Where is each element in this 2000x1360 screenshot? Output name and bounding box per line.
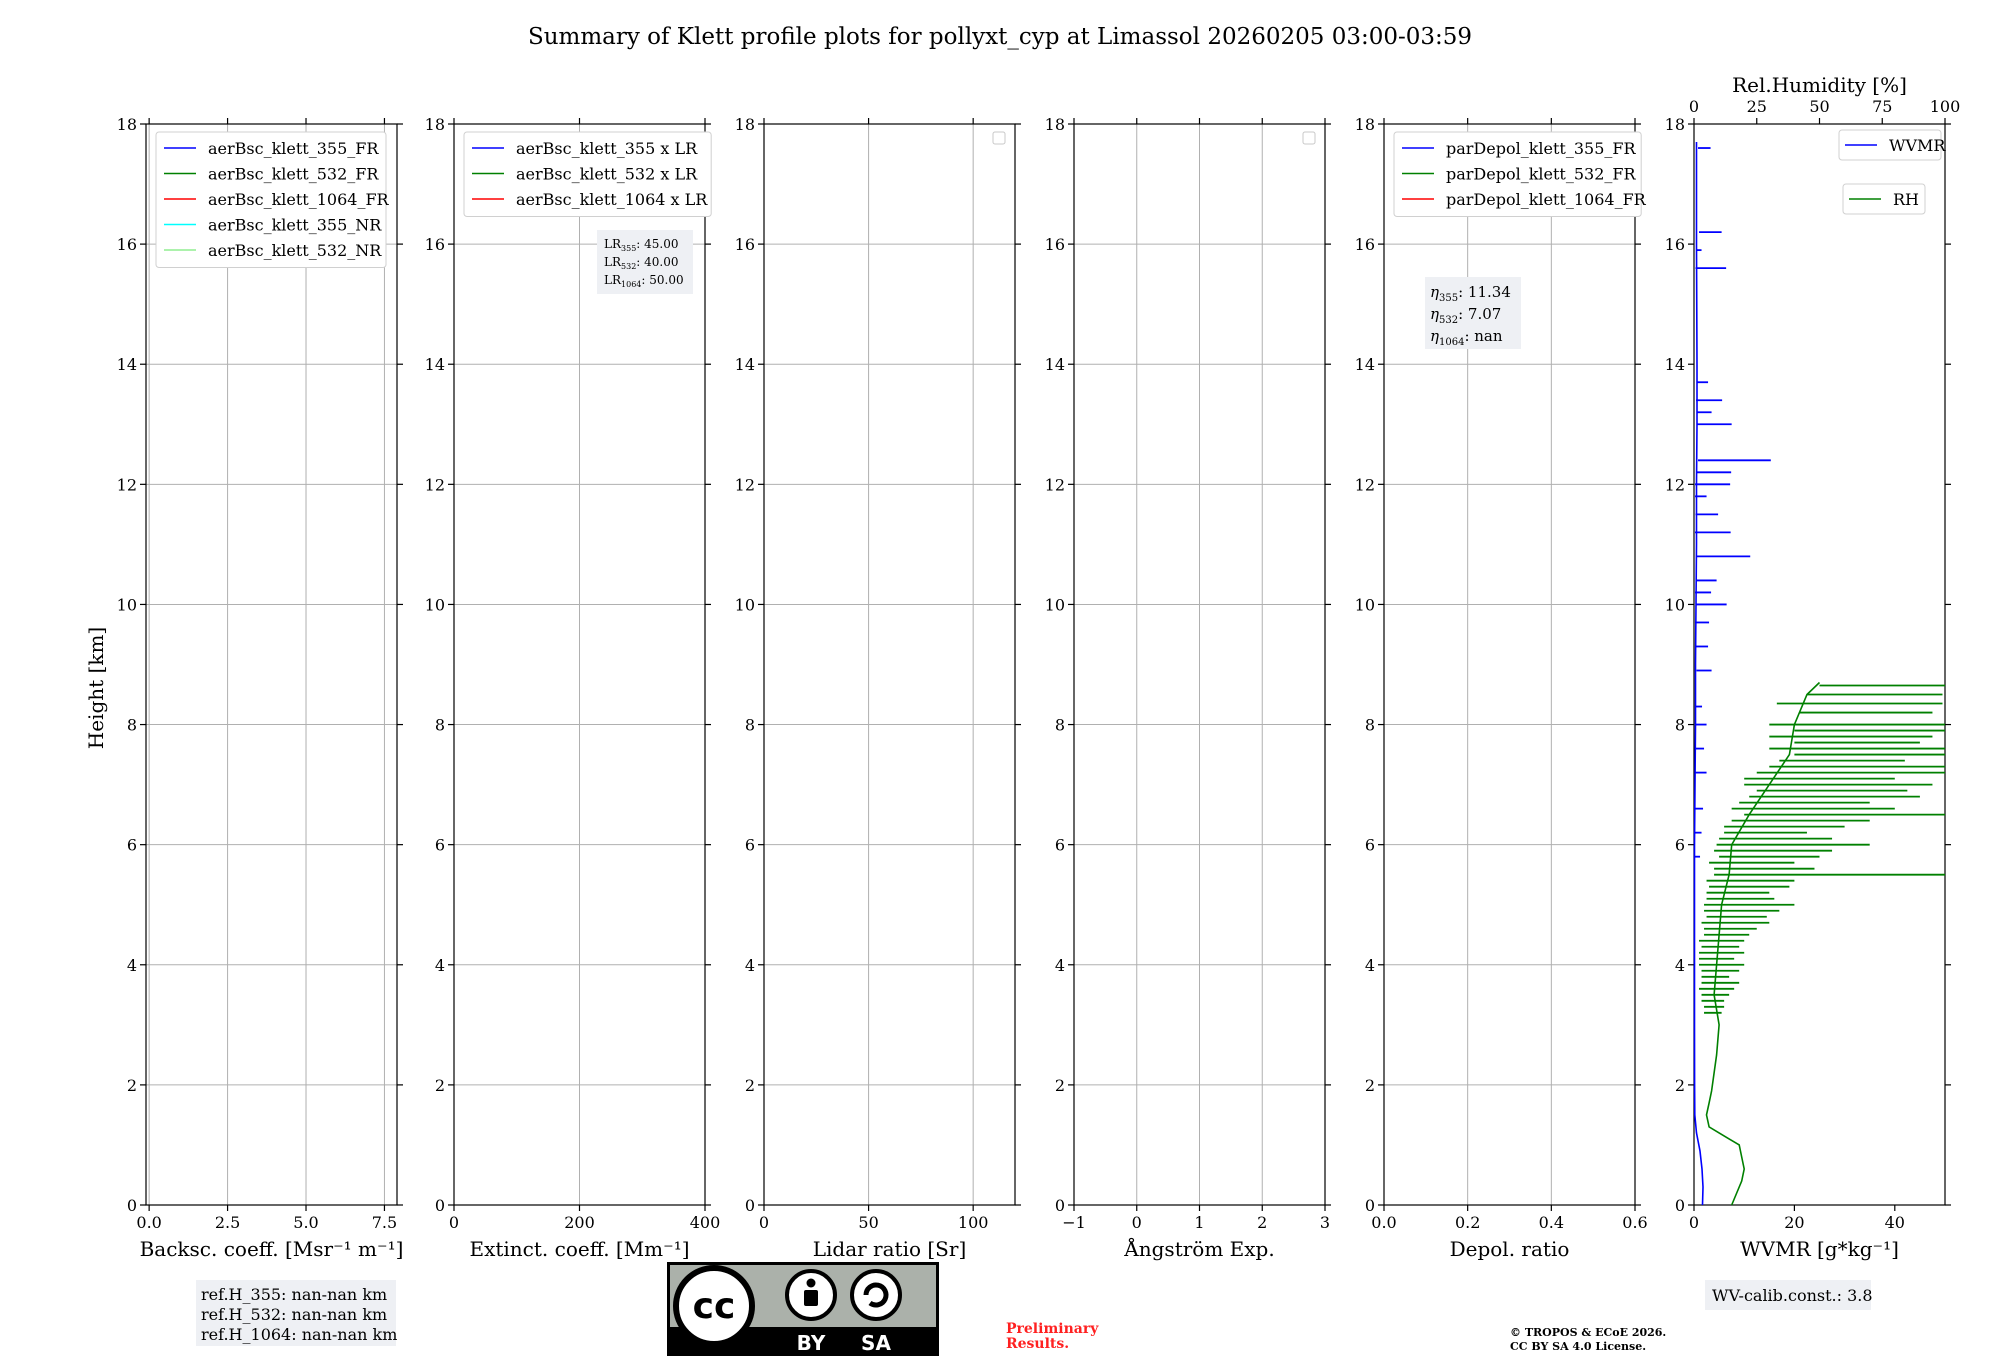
y-tick-label: 8	[1674, 715, 1685, 735]
x-tick-label: 0	[1688, 1213, 1700, 1232]
y-tick-label: 18	[734, 115, 755, 134]
eta-355: $\eta_{355}$: 11.34	[1430, 283, 1511, 304]
top-x-axis-label: Rel.Humidity [%]	[1732, 73, 1907, 97]
y-tick-label: 0	[1054, 1196, 1065, 1215]
y-tick-label: 6	[434, 835, 445, 855]
y-tick-label: 16	[1044, 235, 1065, 255]
x-tick-label: 0.6	[1622, 1213, 1648, 1232]
y-tick-label: 14	[116, 355, 137, 375]
x-tick-label: 0	[448, 1213, 460, 1232]
legend-entry: aerBsc_klett_355_FR	[208, 139, 379, 158]
copyright-line2: CC BY SA 4.0 License.	[1510, 1340, 1647, 1353]
ref-h-532: ref.H_532: nan-nan km	[201, 1305, 388, 1324]
y-tick-label: 12	[1664, 475, 1685, 495]
y-tick-label: 2	[126, 1075, 137, 1095]
x-tick-label: 0.0	[1371, 1213, 1397, 1232]
attribution-icon-head	[807, 1279, 816, 1288]
y-tick-label: 2	[744, 1075, 755, 1095]
legend-entry: aerBsc_klett_355_NR	[208, 215, 382, 235]
top-x-tick-label: 25	[1746, 97, 1767, 116]
empty-legend-box	[993, 132, 1005, 144]
series-line-wvmr	[1695, 142, 1704, 1205]
legend-entry: aerBsc_klett_532_FR	[208, 164, 379, 184]
y-tick-label: 6	[126, 835, 137, 855]
y-tick-label: 0	[434, 1196, 445, 1215]
x-tick-label: 100	[957, 1213, 989, 1232]
cc-by-sa-license-badge	[667, 1262, 939, 1356]
y-tick-label: 10	[116, 595, 137, 615]
x-tick-label: −1	[1062, 1213, 1086, 1232]
top-x-tick-label: 0	[1688, 97, 1700, 116]
x-tick-label: 2.5	[214, 1213, 241, 1232]
x-tick-label: 0	[758, 1213, 770, 1232]
lr-532: $LR_{532}$: 40.00	[604, 255, 679, 271]
wv-calib-constant: WV-calib.const.: 3.8	[1712, 1286, 1873, 1305]
x-axis-label: Lidar ratio [Sr]	[812, 1237, 967, 1261]
y-tick-label: 8	[1054, 715, 1065, 735]
x-tick-label: 200	[564, 1213, 595, 1232]
legend-entry: parDepol_klett_1064_FR	[1446, 190, 1646, 209]
axes-frame	[1694, 124, 1945, 1205]
x-tick-label: 20	[1784, 1213, 1805, 1232]
copyright-line1: © TROPOS & ECoE 2026.	[1510, 1326, 1667, 1339]
x-tick-label: 50	[858, 1213, 879, 1232]
y-tick-label: 6	[1674, 835, 1685, 855]
y-tick-label: 14	[1664, 355, 1685, 375]
y-tick-label: 4	[744, 955, 755, 975]
eta-532: $\eta_{532}$: 7.07	[1430, 305, 1502, 326]
y-tick-label: 8	[744, 715, 755, 735]
legend-entry: parDepol_klett_355_FR	[1446, 139, 1636, 158]
y-tick-label: 12	[424, 475, 445, 495]
y-tick-label: 4	[1674, 955, 1685, 975]
legend-entry: RH	[1893, 190, 1919, 209]
y-tick-label: 10	[1044, 595, 1065, 615]
x-axis-label: Extinct. coeff. [Mm⁻¹]	[469, 1237, 690, 1261]
top-x-tick-label: 50	[1809, 97, 1830, 116]
top-x-tick-label: 75	[1872, 97, 1893, 116]
y-tick-label: 18	[1664, 115, 1685, 134]
x-axis-label: WVMR [g*kg⁻¹]	[1740, 1237, 1899, 1261]
x-tick-label: 3	[1319, 1213, 1331, 1232]
y-tick-label: 8	[434, 715, 445, 735]
top-x-tick-label: 100	[1929, 97, 1961, 116]
y-tick-label: 6	[1364, 835, 1375, 855]
y-tick-label: 4	[1364, 955, 1375, 975]
panels	[117, 73, 1961, 1261]
axes-frame	[146, 124, 397, 1205]
axes-frame	[764, 124, 1015, 1205]
eta-1064: $\eta_{1064}$: nan	[1430, 327, 1503, 348]
y-tick-label: 2	[1364, 1075, 1375, 1095]
y-tick-label: 12	[1044, 475, 1065, 495]
panel-6	[1665, 73, 1961, 1261]
legend-entry: aerBsc_klett_1064_FR	[208, 190, 389, 209]
y-tick-label: 12	[1354, 475, 1375, 495]
y-tick-label: 16	[734, 235, 755, 255]
y-tick-label: 10	[1354, 595, 1375, 615]
y-tick-label: 16	[116, 235, 137, 255]
x-tick-label: 7.5	[371, 1213, 398, 1232]
x-tick-label: 0	[1131, 1213, 1142, 1232]
y-tick-label: 2	[434, 1075, 445, 1095]
y-tick-label: 8	[1364, 715, 1375, 735]
license-by-label: BY	[796, 1331, 826, 1355]
legend-entry: aerBsc_klett_532 x LR	[516, 164, 698, 184]
lr-355: $LR_{355}$: 45.00	[604, 237, 679, 253]
y-tick-label: 14	[1354, 355, 1375, 375]
legend-entry: aerBsc_klett_355 x LR	[516, 139, 698, 158]
y-tick-label: 0	[1364, 1196, 1375, 1215]
y-tick-label: 4	[434, 955, 445, 975]
preliminary-label-line1: Preliminary	[1006, 1321, 1099, 1337]
y-tick-label: 6	[1054, 835, 1065, 855]
x-tick-label: 5.0	[293, 1213, 319, 1232]
panel-4	[1045, 115, 1331, 1261]
cc-logo-text: cc	[692, 1286, 736, 1327]
y-tick-label: 8	[126, 715, 137, 735]
y-tick-label: 14	[734, 355, 755, 375]
y-tick-label: 0	[744, 1196, 755, 1215]
legend-entry: aerBsc_klett_1064 x LR	[516, 190, 708, 209]
x-axis-label: Backsc. coeff. [Msr⁻¹ m⁻¹]	[139, 1237, 404, 1261]
y-tick-label: 18	[1044, 115, 1065, 134]
x-axis-label: Depol. ratio	[1449, 1237, 1570, 1261]
shared-y-axis-label: Height [km]	[84, 626, 108, 750]
panel-1	[117, 115, 404, 1261]
x-axis-label: Ångström Exp.	[1124, 1237, 1275, 1261]
y-tick-label: 12	[734, 475, 755, 495]
preliminary-label-line2: Results.	[1006, 1336, 1070, 1352]
x-tick-label: 1	[1194, 1213, 1205, 1232]
x-tick-label: 2	[1257, 1213, 1268, 1232]
reference-heights-box	[196, 1280, 397, 1346]
y-tick-label: 10	[1664, 595, 1685, 615]
legend-entry: parDepol_klett_532_FR	[1446, 164, 1636, 184]
attribution-icon-body	[804, 1290, 818, 1306]
panel-3	[735, 115, 1021, 1261]
y-tick-label: 16	[1664, 235, 1685, 255]
x-tick-label: 0.4	[1538, 1213, 1565, 1232]
y-tick-label: 2	[1674, 1075, 1685, 1095]
legend-entry: WVMR	[1889, 136, 1946, 155]
y-tick-label: 10	[424, 595, 445, 615]
y-tick-label: 14	[1044, 355, 1065, 375]
ref-h-355: ref.H_355: nan-nan km	[201, 1285, 388, 1304]
x-tick-label: 400	[689, 1213, 721, 1232]
legend-entry: aerBsc_klett_532_NR	[208, 241, 382, 260]
y-tick-label: 0	[1674, 1196, 1685, 1215]
y-tick-label: 18	[424, 115, 445, 134]
y-tick-label: 4	[1054, 955, 1065, 975]
license-sa-label: SA	[861, 1331, 891, 1355]
empty-legend-box	[1303, 132, 1315, 144]
y-tick-label: 16	[424, 235, 445, 255]
y-tick-label: 18	[1354, 115, 1375, 134]
y-tick-label: 14	[424, 355, 445, 375]
ref-h-1064: ref.H_1064: nan-nan km	[201, 1325, 398, 1344]
y-tick-label: 6	[744, 835, 755, 855]
y-tick-label: 10	[734, 595, 755, 615]
lidar-ratio-box	[597, 230, 693, 294]
lr-1064: $LR_{1064}$: 50.00	[604, 273, 684, 289]
x-tick-label: 40	[1884, 1213, 1905, 1232]
y-tick-label: 12	[116, 475, 137, 495]
depol-eta-box	[1425, 277, 1521, 349]
figure-title: Summary of Klett profile plots for pollyxt_cyp at Limassol 20260205 03:00-03:59	[527, 24, 1473, 50]
y-tick-label: 0	[126, 1196, 137, 1215]
y-tick-label: 2	[1054, 1075, 1065, 1095]
x-tick-label: 0.0	[136, 1213, 162, 1232]
y-tick-label: 16	[1354, 235, 1375, 255]
x-tick-label: 0.2	[1454, 1213, 1481, 1232]
y-tick-label: 18	[116, 115, 137, 134]
y-tick-label: 4	[126, 955, 137, 975]
share-alike-icon	[852, 1271, 900, 1319]
